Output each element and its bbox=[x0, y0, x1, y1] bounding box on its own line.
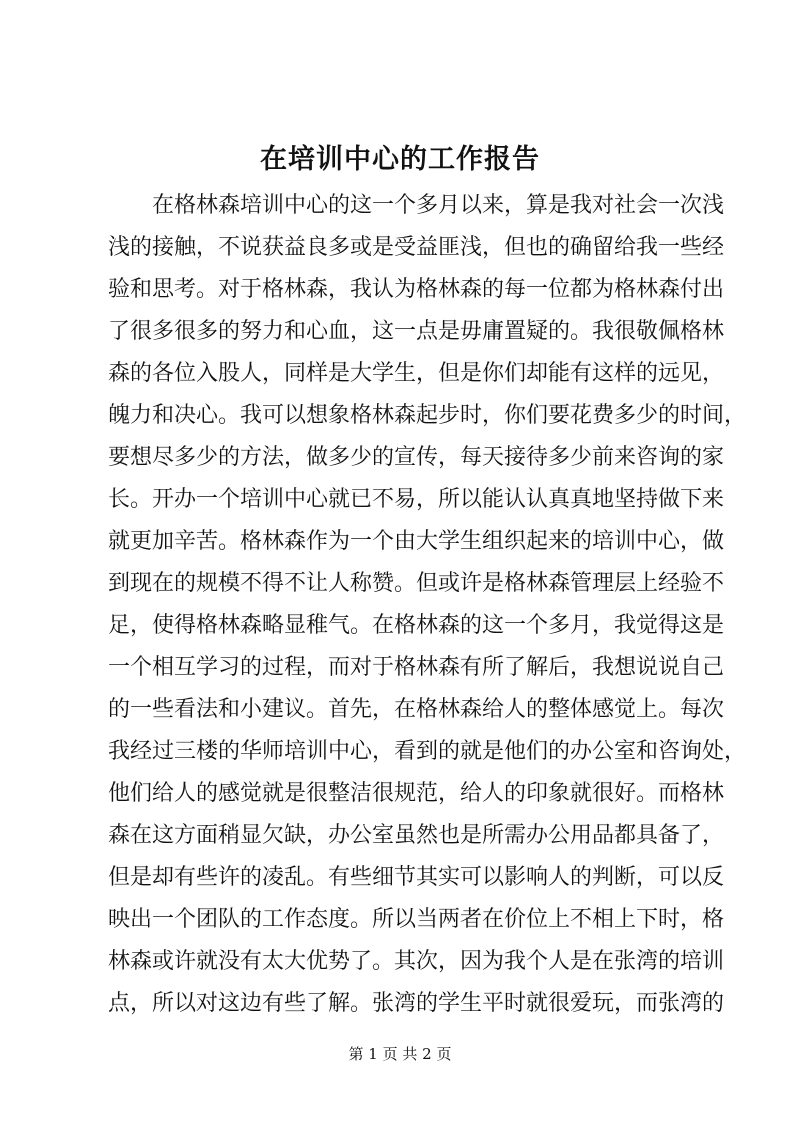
document-body bbox=[108, 185, 747, 1025]
text-line: 森在这方面稍显欠缺，办公室虽然也是所需办公用品都具备了， bbox=[108, 823, 725, 848]
text-line: 到现在的规模不得不让人称赞。但或许是格林森管理层上经验不 bbox=[108, 571, 725, 596]
text-line: 要想尽多少的方法，做多少的宣传，每天接待多少前来咨询的家 bbox=[108, 445, 725, 470]
text-line: 森的各位入股人，同样是大学生，但是你们却能有这样的远见， bbox=[108, 361, 725, 386]
page-footer: 第 1 页 共 2 页 bbox=[348, 1045, 452, 1063]
page-title: 在培训中心的工作报告 bbox=[260, 144, 540, 175]
text-line: 林森或许就没有太大优势了。其次，因为我个人是在张湾的培训 bbox=[108, 949, 725, 974]
text-line: 点，所以对这边有些了解。张湾的学生平时就很爱玩，而张湾的 bbox=[108, 991, 725, 1016]
text-line: 魄力和决心。我可以想象格林森起步时，你们要花费多少的时间， bbox=[108, 403, 747, 428]
text-line: 了很多很多的努力和心血，这一点是毋庸置疑的。我很敬佩格林 bbox=[108, 319, 725, 344]
text-line: 就更加辛苦。格林森作为一个由大学生组织起来的培训中心，做 bbox=[108, 529, 725, 554]
text-line: 足，使得格林森略显稚气。在格林森的这一个多月，我觉得这是 bbox=[108, 613, 725, 638]
text-line: 长。开办一个培训中心就已不易，所以能认认真真地坚持做下来 bbox=[108, 487, 725, 512]
text-line: 在格林森培训中心的这一个多月以来，算是我对社会一次浅 bbox=[152, 193, 725, 218]
text-line: 他们给人的感觉就是很整洁很规范，给人的印象就很好。而格林 bbox=[108, 781, 725, 806]
text-line: 浅的接触，不说获益良多或是受益匪浅，但也的确留给我一些经 bbox=[108, 235, 725, 260]
text-line: 验和思考。对于格林森，我认为格林森的每一位都为格林森付出 bbox=[108, 277, 725, 302]
text-line: 但是却有些许的凌乱。有些细节其实可以影响人的判断，可以反 bbox=[108, 865, 725, 890]
text-line: 一个相互学习的过程，而对于格林森有所了解后，我想说说自己 bbox=[108, 655, 725, 680]
text-line: 我经过三楼的华师培训中心，看到的就是他们的办公室和咨询处， bbox=[108, 739, 747, 764]
text-line: 的一些看法和小建议。首先，在格林森给人的整体感觉上。每次 bbox=[108, 697, 725, 722]
text-line: 映出一个团队的工作态度。所以当两者在价位上不相上下时，格 bbox=[108, 907, 725, 932]
